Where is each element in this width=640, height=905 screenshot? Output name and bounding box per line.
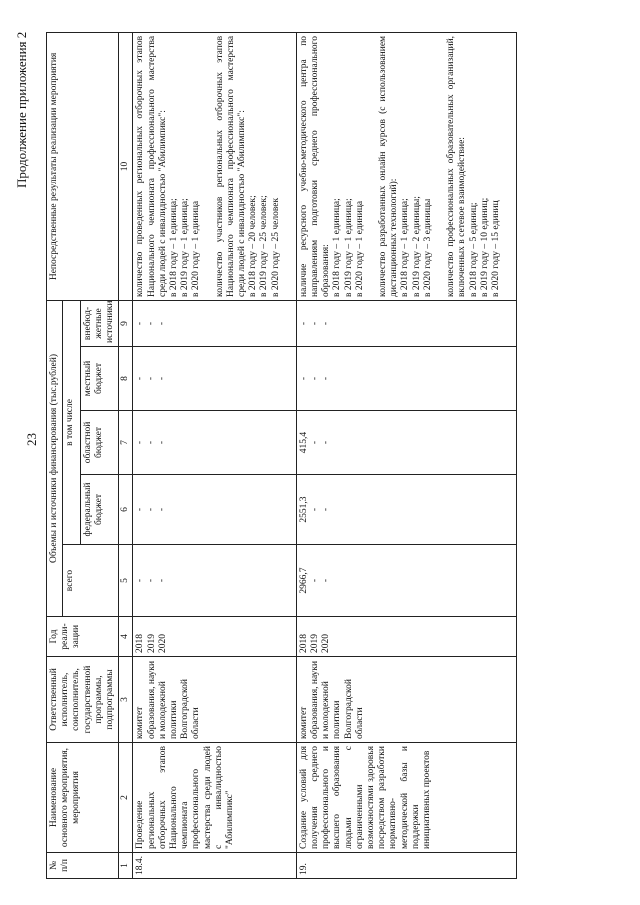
column-number-row <box>119 32 133 878</box>
header-offbudget: внебюд-жетные источники <box>80 300 119 346</box>
column-number: 4 <box>119 617 133 657</box>
table-row <box>296 32 516 878</box>
value: - <box>146 376 157 381</box>
result-line: в 2020 году – 3 единицы <box>422 198 433 297</box>
event-name: Проведение региональных отборочных этапов Национального чемпионата профессионального мастерства среди людей с инвалидностью "Абилимпикс" <box>133 743 296 853</box>
result-line: в 2018 году – 1 единица; <box>400 198 411 297</box>
value: - <box>320 376 331 381</box>
row-number: 18.4. <box>133 853 296 879</box>
event-name: Создание условий для получения среднего профессионального и высшего образования людьми с ограниченными возможностями здоровья посредством разработки нормативно-методической базы и поддержки инициативных проектов <box>296 743 516 853</box>
result-block <box>299 36 366 297</box>
result-line: в 2018 году – 1 единица; <box>169 198 180 297</box>
result-line: в 2019 году – 10 единиц; <box>479 197 490 297</box>
value: 415,4 <box>298 431 309 454</box>
value: - <box>146 321 157 326</box>
result-line: в 2018 году – 20 человек; <box>248 195 259 297</box>
results <box>296 32 516 300</box>
value: - <box>135 376 146 381</box>
program-table <box>46 32 517 879</box>
result-block <box>446 36 502 297</box>
value: - <box>157 376 168 381</box>
total-values <box>133 545 296 617</box>
value: - <box>157 507 168 512</box>
header-regional: областной бюджет <box>80 411 119 475</box>
local-values <box>296 347 516 411</box>
value: - <box>320 321 331 326</box>
regional-values <box>296 411 516 475</box>
rotated-table-wrapper <box>46 33 614 879</box>
year: 2019 <box>310 634 321 653</box>
year: 2020 <box>157 634 168 653</box>
result-line: в 2020 году – 1 единица <box>354 200 365 297</box>
header-including: в том числе <box>63 300 80 544</box>
value: 2966,7 <box>298 567 309 594</box>
column-number: 8 <box>119 347 133 411</box>
value: - <box>298 376 309 381</box>
header-total: всего <box>63 545 119 617</box>
column-number: 5 <box>119 545 133 617</box>
value: - <box>157 578 168 583</box>
result-line: в 2020 году – 15 единиц <box>490 200 501 297</box>
result-line: в 2019 году – 1 единица; <box>180 198 191 297</box>
header-name: Наименование основного мероприятия, мероприятия <box>47 743 119 853</box>
result-line: в 2020 году – 25 человек <box>270 197 281 297</box>
value: 2551,3 <box>298 496 309 523</box>
header-num: № п/п <box>47 853 119 879</box>
year: 2018 <box>298 634 309 653</box>
column-number: 10 <box>119 32 133 300</box>
value: - <box>157 440 168 445</box>
column-number: 1 <box>119 853 133 879</box>
result-line: в 2020 году – 1 единица <box>191 200 202 297</box>
regional-values <box>133 411 296 475</box>
column-number: 6 <box>119 475 133 545</box>
years <box>296 617 516 657</box>
result-block <box>378 36 434 297</box>
value: - <box>135 578 146 583</box>
column-number: 7 <box>119 411 133 475</box>
row-number: 19. <box>296 853 516 879</box>
federal-values <box>133 475 296 545</box>
value: - <box>298 321 309 326</box>
result-block <box>215 36 282 297</box>
result-text: количество разработанных онлайн курсов (с использованием дистанционных технологий): <box>378 35 400 297</box>
offbudget-values <box>296 300 516 346</box>
header-year: Год реали-зации <box>47 617 119 657</box>
value: - <box>135 321 146 326</box>
local-values <box>133 347 296 411</box>
value: - <box>146 578 157 583</box>
header-row-1 <box>47 32 63 878</box>
result-line: в 2018 году – 1 единица; <box>332 198 343 297</box>
result-line: в 2018 году – 5 единиц; <box>468 202 479 297</box>
value: - <box>320 578 331 583</box>
result-line: в 2019 году – 2 единицы; <box>411 196 422 297</box>
year: 2020 <box>321 634 332 653</box>
federal-values <box>296 475 516 545</box>
header-federal: федеральный бюджет <box>80 475 119 545</box>
result-block <box>135 36 202 297</box>
header-results: Непосредственные результаты реализации мероприятия <box>47 32 119 300</box>
result-text: наличие ресурсного учебно-методического центра по направлениям подготовки среднего профессионального образования: <box>298 35 332 297</box>
results <box>133 32 296 300</box>
value: - <box>309 578 320 583</box>
result-line: в 2019 году – 25 человек; <box>259 195 270 297</box>
header-executor: Ответственный исполнитель, соисполнитель, государственной программы, подпрограммы <box>47 657 119 743</box>
value: - <box>135 507 146 512</box>
value: - <box>320 507 331 512</box>
value: - <box>135 440 146 445</box>
year: 2018 <box>135 634 146 653</box>
value: - <box>309 507 320 512</box>
offbudget-values <box>133 300 296 346</box>
value: - <box>146 507 157 512</box>
value: - <box>309 376 320 381</box>
value: - <box>146 440 157 445</box>
years <box>133 617 296 657</box>
column-number: 9 <box>119 300 133 346</box>
header-financing: Объемы и источники финансирования (тыс.рублей) <box>47 300 63 616</box>
year: 2019 <box>146 634 157 653</box>
value: - <box>157 321 168 326</box>
header-local: местный бюджет <box>80 347 119 411</box>
result-text: количество проведенных региональных отборочных этапов Национального чемпионата профессионального мастерства среди людей с инвалидностью "Абилимпикс": <box>135 35 168 297</box>
value: - <box>309 440 320 445</box>
value: - <box>309 321 320 326</box>
page-number: 23 <box>24 433 39 446</box>
total-values <box>296 545 516 617</box>
value: - <box>320 440 331 445</box>
column-number: 2 <box>119 743 133 853</box>
result-line: в 2019 году – 1 единица; <box>343 198 354 297</box>
column-number: 3 <box>119 657 133 743</box>
executor: комитет образования, науки и молодежной политики Волгоградской области <box>296 657 516 743</box>
executor: комитет образования, науки и молодежной политики Волгоградской области <box>133 657 296 743</box>
result-text: количество профессиональных образовательных организаций, включенных в сетевое взаимодействие: <box>446 35 468 297</box>
table-row <box>133 32 296 878</box>
result-text: количество участников региональных отборочных этапов Национального чемпионата профессионального мастерства среди людей с инвалидностью "Абилимпикс": <box>214 35 248 297</box>
appendix-label: Продолжение приложения 2 <box>14 31 29 188</box>
